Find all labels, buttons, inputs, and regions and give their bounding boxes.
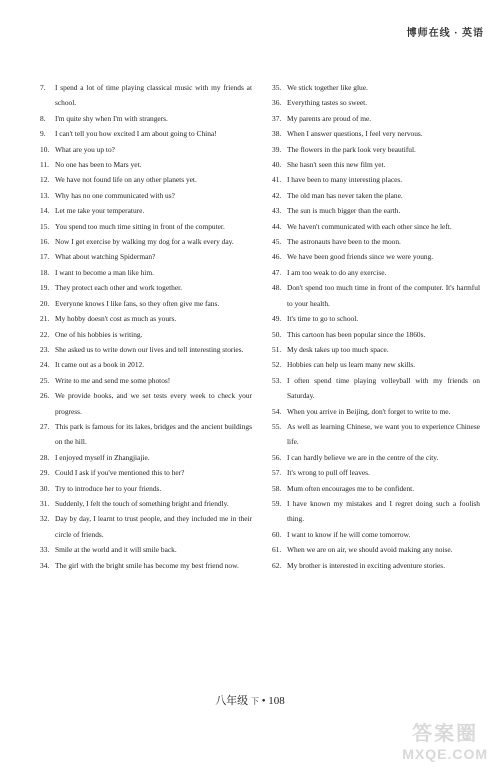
answer-number: 36. bbox=[272, 98, 282, 108]
answer-text: One of his hobbies is writing. bbox=[55, 329, 143, 339]
answer-number: 7. bbox=[40, 83, 46, 92]
answer-item bbox=[40, 481, 252, 496]
answer-text: It came out as a book in 2012. bbox=[55, 360, 145, 370]
answer-text: The girl with the bright smile has become my best friend now. bbox=[55, 560, 239, 570]
answer-text: Day by day, I learnt to trust people, and they included me in their circle of friends. bbox=[55, 514, 252, 539]
answer-number: 56. bbox=[272, 452, 282, 462]
answer-text: Everything tastes so sweet. bbox=[287, 98, 368, 108]
answer-text: What are you up to? bbox=[55, 144, 115, 154]
answer-item bbox=[272, 542, 480, 557]
answer-number: 24. bbox=[40, 360, 50, 370]
answer-number: 41. bbox=[272, 175, 282, 185]
answer-item bbox=[272, 111, 480, 126]
answer-text: I spend a lot of time playing classical music with my friends at school. bbox=[55, 83, 252, 108]
answer-item bbox=[40, 219, 252, 234]
answer-text: It's time to go to school. bbox=[287, 314, 359, 324]
answer-text: What about watching Spiderman? bbox=[55, 252, 156, 262]
answer-item bbox=[272, 311, 480, 326]
answer-item bbox=[40, 419, 252, 450]
answer-text: We provide books, and we set tests every week to check your progress. bbox=[55, 391, 252, 416]
answer-text: My parents are proud of me. bbox=[287, 113, 372, 123]
answer-text: I often spend time playing volleyball with my friends on Saturday. bbox=[287, 375, 480, 401]
answer-number: 37. bbox=[272, 113, 282, 123]
grade-label: 八年级 bbox=[215, 695, 249, 707]
answer-number: 12. bbox=[40, 175, 50, 185]
answer-item bbox=[40, 188, 252, 203]
answer-text: Smile at the world and it will smile back. bbox=[55, 545, 177, 555]
answer-item bbox=[272, 496, 480, 527]
answer-text: The flowers in the park look very beautiful. bbox=[287, 144, 416, 154]
answer-number: 17. bbox=[40, 252, 50, 262]
answer-number: 31. bbox=[40, 498, 50, 508]
answer-text: Why has no one communicated with us? bbox=[55, 190, 175, 200]
answers-column-left bbox=[40, 80, 252, 573]
answer-text: I enjoyed myself in Zhangjiajie. bbox=[55, 452, 150, 462]
answer-number: 33. bbox=[40, 545, 50, 555]
answer-text: Mum often encourages me to be confident. bbox=[287, 483, 415, 493]
answer-text: It's wrong to pull off leaves. bbox=[287, 468, 370, 478]
answer-number: 26. bbox=[40, 391, 50, 401]
answer-item bbox=[272, 157, 480, 172]
answer-item bbox=[40, 327, 252, 342]
answer-item bbox=[40, 265, 252, 280]
watermark-top-text: 答案圈 bbox=[412, 723, 479, 745]
answer-number: 61. bbox=[272, 545, 282, 555]
answer-number: 10. bbox=[40, 144, 50, 154]
answer-text: Write to me and send me some photos! bbox=[55, 375, 171, 385]
answer-item bbox=[272, 249, 480, 264]
answer-text: I have been to many interesting places. bbox=[287, 175, 403, 185]
answer-number: 51. bbox=[272, 344, 282, 354]
answer-text: This park is famous for its lakes, bridges and the ancient buildings on the hill. bbox=[55, 421, 252, 447]
answer-text: We have been good friends since we were young. bbox=[287, 252, 434, 262]
answer-item bbox=[272, 357, 480, 372]
answer-number: 15. bbox=[40, 221, 50, 231]
answer-item bbox=[40, 280, 252, 295]
answer-number: 25. bbox=[40, 375, 50, 385]
answer-number: 43. bbox=[272, 206, 282, 216]
page-header-title: 博师在线 · 英语 bbox=[406, 28, 484, 39]
answer-item bbox=[40, 111, 252, 126]
answer-number: 49. bbox=[272, 314, 282, 324]
answer-number: 45. bbox=[272, 237, 282, 247]
answer-text: Try to introduce her to your friends. bbox=[55, 483, 162, 493]
answer-number: 50. bbox=[272, 329, 282, 339]
answer-item bbox=[40, 558, 252, 573]
answer-text: When I answer questions, I feel very nervous. bbox=[287, 129, 423, 139]
answer-number: 46. bbox=[272, 252, 282, 262]
answer-item bbox=[40, 172, 252, 187]
answer-item bbox=[272, 142, 480, 157]
answer-text: I want to know if he will come tomorrow. bbox=[287, 529, 411, 539]
answer-number: 34. bbox=[40, 560, 50, 570]
answers-column-right bbox=[272, 80, 480, 573]
answer-item bbox=[40, 450, 252, 465]
answer-text: She hasn't seen this new film yet. bbox=[287, 160, 386, 170]
answer-number: 57. bbox=[272, 468, 282, 478]
answer-item bbox=[272, 126, 480, 141]
answer-text: We stick together like glue. bbox=[287, 83, 368, 92]
answer-number: 22. bbox=[40, 329, 50, 339]
answer-number: 32. bbox=[40, 514, 50, 524]
answer-text: I have known my mistakes and I regret doing such a foolish thing. bbox=[287, 498, 480, 524]
answer-number: 44. bbox=[272, 221, 282, 231]
answer-text: You spend too much time sitting in front of the computer. bbox=[55, 221, 225, 231]
answer-item bbox=[40, 542, 252, 557]
answer-number: 60. bbox=[272, 529, 282, 539]
answer-number: 27. bbox=[40, 421, 50, 431]
answer-item bbox=[40, 234, 252, 249]
answer-item bbox=[272, 327, 480, 342]
answer-text: When we are on air, we should avoid making any noise. bbox=[287, 545, 453, 555]
answer-item bbox=[272, 465, 480, 480]
answer-item bbox=[40, 342, 252, 357]
answer-text: My desk takes up too much space. bbox=[287, 344, 389, 354]
answer-item bbox=[40, 496, 252, 511]
answer-item bbox=[272, 558, 480, 573]
answer-item bbox=[40, 157, 252, 172]
answer-number: 55. bbox=[272, 421, 282, 431]
answer-text: Hobbies can help us learn many new skills. bbox=[287, 360, 416, 370]
answer-item bbox=[40, 296, 252, 311]
answer-number: 13. bbox=[40, 190, 50, 200]
answer-text: I can hardly believe we are in the centre of the city. bbox=[287, 452, 439, 462]
answer-number: 40. bbox=[272, 160, 282, 170]
answer-number: 21. bbox=[40, 314, 50, 324]
answer-item bbox=[272, 280, 480, 311]
answer-number: 35. bbox=[272, 83, 282, 92]
answer-text: I am too weak to do any exercise. bbox=[287, 267, 387, 277]
answer-text: I'm quite shy when I'm with strangers. bbox=[55, 113, 168, 123]
answer-text: Suddenly, I felt the touch of something bright and friendly. bbox=[55, 498, 229, 508]
answer-number: 16. bbox=[40, 237, 50, 247]
answer-item bbox=[272, 80, 480, 95]
answer-item bbox=[40, 388, 252, 419]
answer-item bbox=[272, 404, 480, 419]
answer-number: 59. bbox=[272, 498, 282, 508]
answer-number: 38. bbox=[272, 129, 282, 139]
watermark-logo bbox=[402, 717, 488, 762]
answer-item bbox=[272, 203, 480, 218]
answer-number: 29. bbox=[40, 468, 50, 478]
answer-text: This cartoon has been popular since the 1860s. bbox=[287, 329, 426, 339]
answer-item bbox=[272, 419, 480, 450]
answer-number: 30. bbox=[40, 483, 50, 493]
answer-item bbox=[272, 373, 480, 404]
answer-number: 28. bbox=[40, 452, 50, 462]
answer-text: They protect each other and work together. bbox=[55, 283, 183, 293]
answer-number: 19. bbox=[40, 283, 50, 293]
answer-item bbox=[40, 311, 252, 326]
answer-number: 52. bbox=[272, 360, 282, 370]
answer-item bbox=[40, 203, 252, 218]
answer-text: The sun is much bigger than the earth. bbox=[287, 206, 401, 216]
answer-text: The old man has never taken the plane. bbox=[287, 190, 403, 200]
answer-item bbox=[40, 249, 252, 264]
answer-number: 23. bbox=[40, 344, 50, 354]
answer-item bbox=[272, 265, 480, 280]
answer-number: 18. bbox=[40, 267, 50, 277]
answer-item bbox=[40, 357, 252, 372]
answer-text: Don't spend too much time in front of the computer. It's harmful to your health. bbox=[287, 283, 480, 308]
answer-item bbox=[40, 511, 252, 542]
answer-number: 62. bbox=[272, 560, 282, 570]
answer-text: No one has been to Mars yet. bbox=[55, 160, 142, 170]
answer-text: Now I get exercise by walking my dog for a walk every day. bbox=[55, 237, 234, 247]
answer-text: My brother is interested in exciting adventure stories. bbox=[287, 560, 446, 570]
answer-number: 53. bbox=[272, 375, 282, 385]
answer-item bbox=[40, 373, 252, 388]
page-number: 108 bbox=[268, 695, 285, 707]
answer-number: 54. bbox=[272, 406, 282, 416]
answer-number: 39. bbox=[272, 144, 282, 154]
answer-number: 47. bbox=[272, 267, 282, 277]
answer-text: As well as learning Chinese, we want you to experience Chinese life. bbox=[287, 421, 480, 447]
answer-text: My hobby doesn't cost as much as yours. bbox=[55, 314, 177, 324]
answer-item bbox=[272, 527, 480, 542]
answer-item bbox=[272, 342, 480, 357]
answer-text: Could I ask if you've mentioned this to her? bbox=[55, 468, 185, 478]
page-footer bbox=[0, 692, 500, 708]
answer-number: 11. bbox=[40, 160, 49, 170]
answer-number: 58. bbox=[272, 483, 282, 493]
answer-text: We haven't communicated with each other since he left. bbox=[287, 221, 452, 231]
answer-text: The astronauts have been to the moon. bbox=[287, 237, 401, 247]
answer-item bbox=[272, 172, 480, 187]
answer-text: She asked us to write down our lives and tell interesting stories. bbox=[55, 344, 244, 354]
answer-number: 9. bbox=[40, 129, 46, 139]
answer-item bbox=[272, 450, 480, 465]
answer-number: 20. bbox=[40, 298, 50, 308]
answer-number: 48. bbox=[272, 283, 282, 293]
answer-text: I can't tell you how excited I am about going to China! bbox=[55, 129, 217, 139]
answer-text: I want to become a man like him. bbox=[55, 267, 154, 277]
answer-item bbox=[272, 481, 480, 496]
footer-separator: • bbox=[261, 695, 266, 707]
answer-number: 42. bbox=[272, 190, 282, 200]
watermark-bottom-text: MXQE.COM bbox=[402, 746, 488, 762]
answer-item bbox=[272, 188, 480, 203]
answer-item bbox=[40, 80, 252, 111]
answer-text: When you arrive in Beijing, don't forget to write to me. bbox=[287, 406, 451, 416]
answer-text: We have not found life on any other planets yet. bbox=[55, 175, 197, 185]
answer-item bbox=[40, 126, 252, 141]
answer-item bbox=[272, 219, 480, 234]
answer-number: 14. bbox=[40, 206, 50, 216]
answer-number: 8. bbox=[40, 113, 46, 123]
answer-item bbox=[40, 465, 252, 480]
term-label: 下 bbox=[250, 697, 259, 706]
answer-text: Let me take your temperature. bbox=[55, 206, 145, 216]
answer-text: Everyone knows I like fans, so they often give me fans. bbox=[55, 298, 220, 308]
answer-item bbox=[272, 95, 480, 110]
answer-item bbox=[272, 234, 480, 249]
answer-item bbox=[40, 142, 252, 157]
